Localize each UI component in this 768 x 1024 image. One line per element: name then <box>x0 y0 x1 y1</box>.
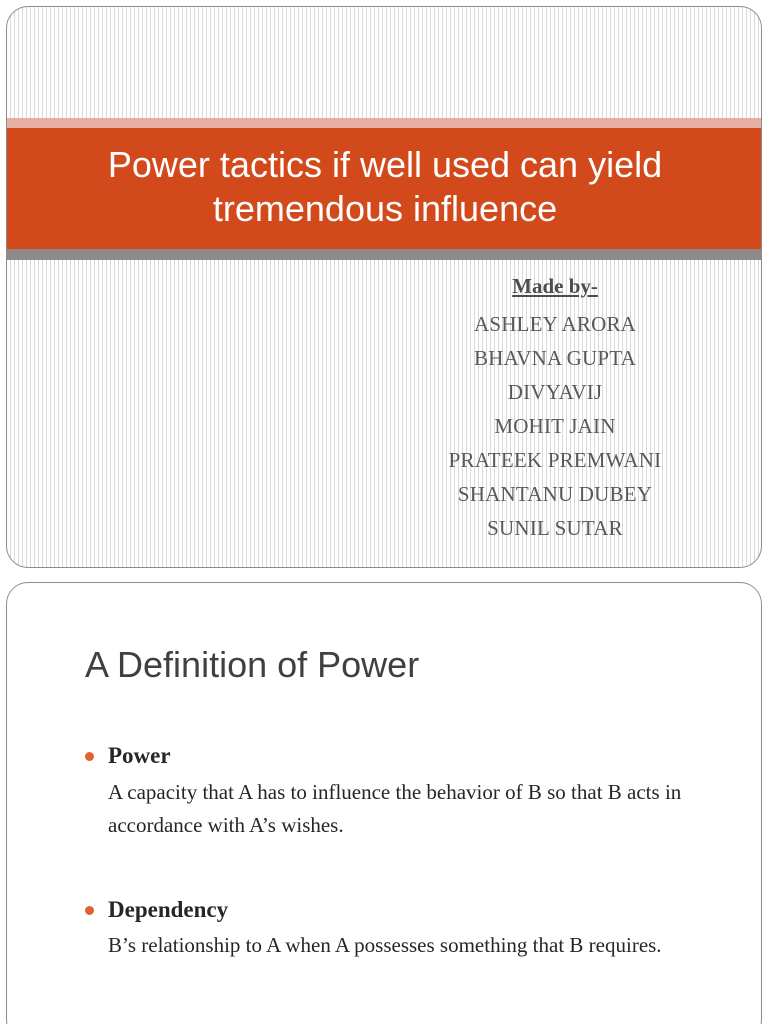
author-name: MOHIT JAIN <box>494 414 616 438</box>
bullet-dot-icon <box>85 752 94 761</box>
author-name: ASHLEY ARORA <box>473 312 637 336</box>
title-band-shadow <box>7 249 761 260</box>
slide-heading: A Definition of Power <box>85 644 420 685</box>
definition-description: A capacity that A has to influence the behavior of B so that B acts in accordance with A’s wishes. <box>108 780 682 837</box>
author-name: PRATEEK PREMWANI <box>448 448 662 472</box>
author-name: SHANTANU DUBEY <box>457 482 653 506</box>
title-band-highlight <box>7 118 761 128</box>
definition-slide <box>6 582 762 1024</box>
definition-item-dependency <box>85 895 725 962</box>
definition-description: B’s relationship to A when A possesses something that B requires. <box>108 933 662 957</box>
author-list <box>407 307 703 545</box>
made-by-label: Made by- <box>512 274 598 298</box>
author-name: BHAVNA GUPTA <box>474 346 636 370</box>
bullet-dot-icon <box>85 906 94 915</box>
definition-item-power <box>85 741 725 842</box>
title-slide <box>6 6 762 568</box>
definition-item-head <box>85 895 725 925</box>
slide-title: Power tactics if well used can yield tremendous influence <box>107 144 663 229</box>
authors-block <box>407 273 703 545</box>
author-name: DIVYAVIJ <box>507 380 603 404</box>
definition-term: Power <box>108 743 171 768</box>
definition-term: Dependency <box>108 897 229 922</box>
author-name: SUNIL SUTAR <box>487 516 623 540</box>
definition-item-head <box>85 741 725 771</box>
